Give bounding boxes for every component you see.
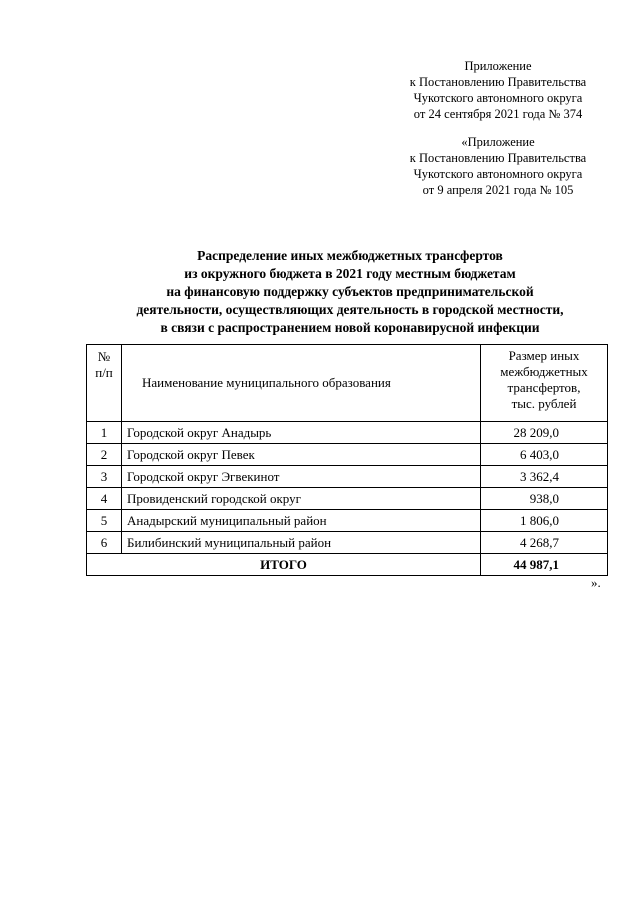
closing-quote: ». — [591, 575, 601, 590]
annex-line: от 9 апреля 2021 года № 105 — [422, 183, 574, 197]
row-number: 6 — [87, 532, 122, 554]
table-row — [87, 444, 608, 466]
row-number: 3 — [87, 466, 122, 488]
header-number — [87, 345, 122, 422]
total-row — [87, 554, 608, 576]
annex-line: Чукотского автономного округа — [413, 91, 583, 105]
header-amount-line: трансфертов, — [507, 380, 581, 395]
title-line: из окружного бюджета в 2021 году местным бюджетам — [184, 266, 516, 281]
title-line: Распределение иных межбюджетных трансфертов — [197, 248, 503, 263]
title-line: в связи с распространением новой коронавирусной инфекции — [160, 320, 540, 335]
row-amount: 28 209,0 — [481, 422, 608, 444]
annex-line: Чукотского автономного округа — [413, 167, 583, 181]
table-row — [87, 422, 608, 444]
header-amount-line: тыс. рублей — [511, 396, 577, 411]
document-title — [80, 247, 620, 337]
title-line: деятельности, осуществляющих деятельность в городской местности, — [136, 302, 564, 317]
row-amount: 3 362,4 — [481, 466, 608, 488]
row-amount: 938,0 — [481, 488, 608, 510]
header-number-line: п/п — [95, 365, 113, 380]
annex-header-current — [388, 58, 608, 122]
row-number: 2 — [87, 444, 122, 466]
row-amount: 6 403,0 — [481, 444, 608, 466]
table-row — [87, 510, 608, 532]
header-amount — [481, 345, 608, 422]
row-name: Анадырский муниципальный район — [122, 510, 481, 532]
annex-header-previous — [388, 134, 608, 198]
table-row — [87, 488, 608, 510]
annex-line: «Приложение — [461, 135, 535, 149]
row-number: 4 — [87, 488, 122, 510]
annex-line: Приложение — [464, 59, 532, 73]
header-number-line: № — [97, 349, 111, 364]
row-number: 5 — [87, 510, 122, 532]
annex-line: от 24 сентября 2021 года № 374 — [413, 107, 583, 121]
total-amount: 44 987,1 — [481, 554, 608, 576]
row-amount: 1 806,0 — [481, 510, 608, 532]
table-row — [87, 466, 608, 488]
table-header-row — [87, 345, 608, 422]
row-name: Городской округ Певек — [122, 444, 481, 466]
total-label: ИТОГО — [87, 554, 481, 576]
row-number: 1 — [87, 422, 122, 444]
table-row — [87, 532, 608, 554]
row-name: Городской округ Эгвекинот — [122, 466, 481, 488]
row-name: Билибинский муниципальный район — [122, 532, 481, 554]
header-name: Наименование муниципального образования — [122, 345, 481, 422]
row-amount: 4 268,7 — [481, 532, 608, 554]
transfers-table — [86, 344, 608, 576]
row-name: Провиденский городской округ — [122, 488, 481, 510]
annex-line: к Постановлению Правительства — [409, 151, 587, 165]
annex-line: к Постановлению Правительства — [409, 75, 587, 89]
row-name: Городской округ Анадырь — [122, 422, 481, 444]
title-line: на финансовую поддержку субъектов предпринимательской — [166, 284, 534, 299]
header-amount-line: Размер иных — [508, 348, 580, 363]
header-amount-line: межбюджетных — [500, 364, 588, 379]
